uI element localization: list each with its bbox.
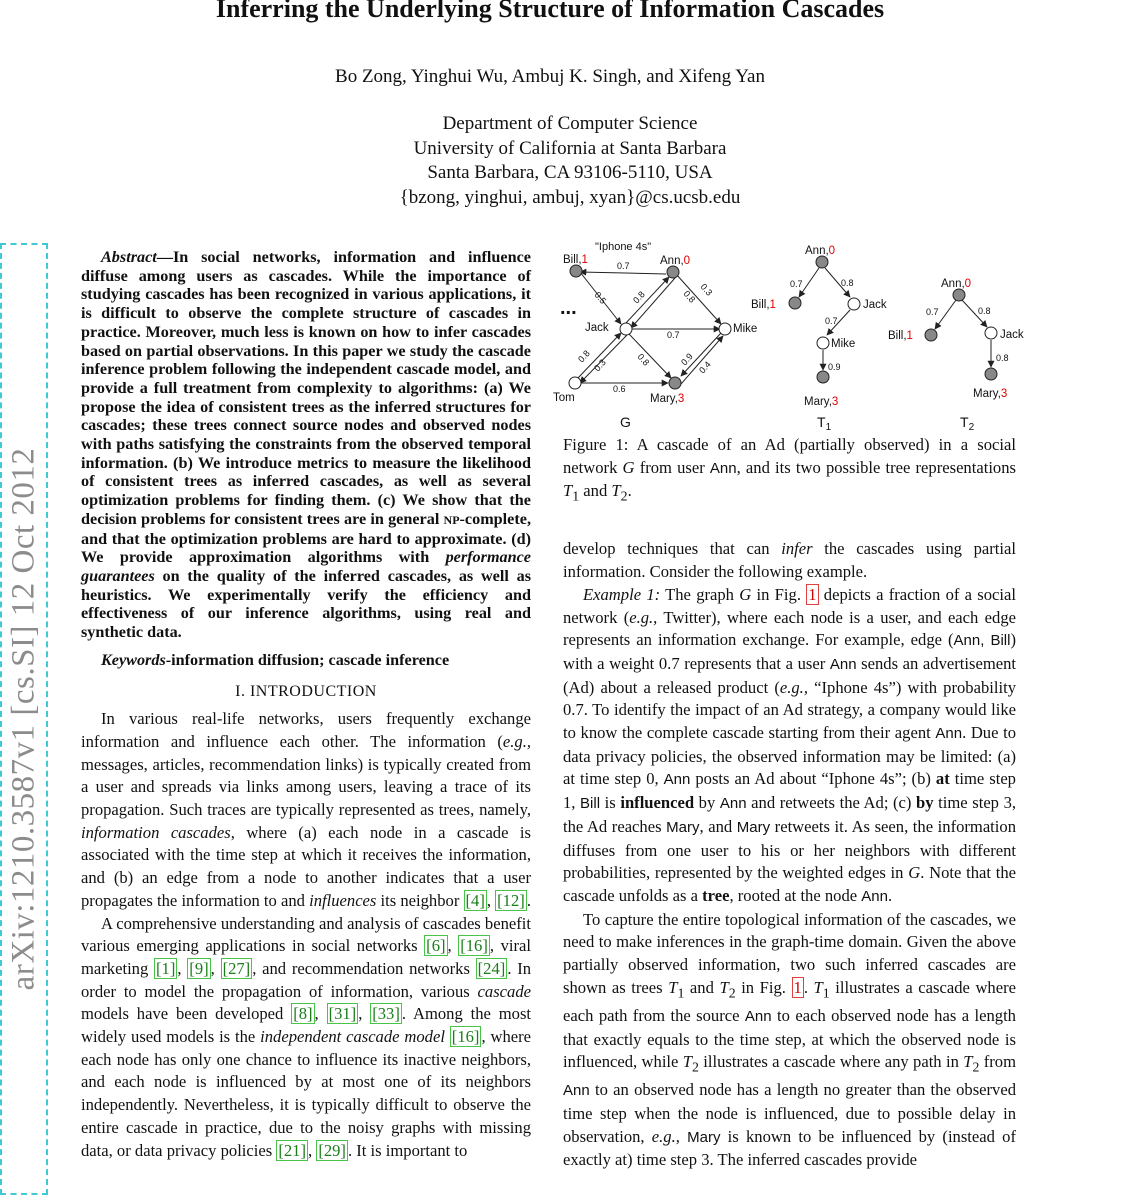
tree-label: $T_1$ bbox=[817, 414, 832, 433]
t2-node-ann bbox=[953, 289, 965, 301]
affiliation bbox=[0, 112, 1140, 210]
node-mary bbox=[669, 377, 681, 389]
edge-weight: 0.8 bbox=[631, 289, 647, 306]
edge-weight: 0.7 bbox=[825, 316, 838, 326]
node-tom bbox=[569, 377, 581, 389]
t1-node-bill bbox=[789, 297, 801, 309]
edge-weight: 0.7 bbox=[790, 279, 803, 289]
node-label: Mary,3 bbox=[973, 388, 1008, 400]
affiliation-line: Department of Computer Science bbox=[442, 113, 698, 134]
citation-link[interactable]: [12] bbox=[497, 890, 525, 910]
author-list: Bo Zong, Yinghui Wu, Ambuj K. Singh, and Xifeng Yan bbox=[335, 66, 765, 87]
t2-node-mary bbox=[985, 368, 997, 380]
citation-link[interactable]: [1] bbox=[156, 958, 176, 978]
figure-quote: "Iphone 4s" bbox=[595, 241, 652, 253]
edge-weight: 0.9 bbox=[828, 362, 841, 372]
t2-node-jack bbox=[985, 327, 997, 339]
edge bbox=[625, 277, 669, 324]
right-column bbox=[553, 241, 1024, 1172]
right-body-text bbox=[563, 538, 1016, 1172]
edge-weight: 0.8 bbox=[681, 288, 698, 305]
edge-weight: 0.9 bbox=[679, 351, 695, 368]
affiliation-line: Santa Barbara, CA 93106-5110, USA bbox=[427, 162, 713, 183]
edge-weight: 0.5 bbox=[592, 289, 609, 306]
t1-node-mary bbox=[817, 371, 829, 383]
paragraph: develop techniques that can infer the cascades using partial information. Consider the following example. bbox=[563, 539, 1016, 582]
keywords: Keywords-information diffusion; cascade inference bbox=[101, 650, 450, 669]
figure-link[interactable]: 1 bbox=[793, 977, 802, 997]
arxiv-id: arXiv:1210.3587v1 [cs.SI] 12 Oct 2012 bbox=[5, 447, 42, 991]
node-label: Ann,0 bbox=[660, 255, 691, 267]
affiliation-email: {bzong, yinghui, ambuj, xyan}@cs.ucsb.edu bbox=[399, 186, 741, 208]
citation-link[interactable]: [24] bbox=[477, 958, 506, 978]
edge-weight: 0.8 bbox=[576, 348, 592, 365]
edge-weight: 0.8 bbox=[841, 278, 854, 288]
citation-link[interactable]: [21] bbox=[278, 1140, 307, 1160]
node-bill bbox=[570, 265, 582, 277]
abstract: Abstract—In social networks, information and influence diffuse among users as cascades. While the importance of studying cascades has been recognized in various applications, it is difficult to observe the complete structure of cascades in practice. Moreover, much less is known on how to infer cascades based on partial observations. In this paper we study the cascade inference problem following the independent cascade model, and provide a full treatment from complexity to algorithms: (a) We propose the idea of consistent trees as the inferred structures for cascades; these trees connect source nodes and observed nodes with paths satisfying the constraints from the observed temporal information. (b) We introduce metrics to measure the likelihood of consistent trees as inferred cascades, as well as several optimization problems for finding them. (c) We show that the decision problems for consistent trees are in general NP-complete, and that the optimization problems are hard to approximate. (d) We provide approximation algorithms with performance guarantees on the quality of the inferred cascades, as well as heuristics. We experimentally verify the efficiency and effectiveness of our inference algorithms, using real and synthetic data. bbox=[81, 248, 531, 642]
node-label: Jack bbox=[585, 322, 609, 334]
node-label: Mary,3 bbox=[804, 396, 839, 408]
t1-node-ann bbox=[816, 256, 828, 268]
citation-link[interactable]: [16] bbox=[451, 1027, 480, 1047]
graph-label: G bbox=[620, 414, 631, 430]
cascade-figure bbox=[553, 241, 1024, 433]
paragraph: Example 1: The graph G in Fig. 1 depicts a fraction of a social network (e.g., Twitter), where each node is a user, and each edge represents an information exchange. For example, edge (Ann, Bill) with a weight 0.7 represents that a user Ann sends an advertisement (Ad) about a released product (e.g., “Iphone 4s”) with probability 0.7. To identify the impact of an Ad strategy, a company would like to know the complete cascade starting from their agent Ann. Due to data privacy policies, the observed information may be limited: (a) at time step 0, Ann posts an Ad about “Iphone 4s”; (b) at time step 1, Bill is influenced by Ann and retweets the Ad; (c) by time step 3, the Ad reaches Mary, and Mary retweets it. As seen, the information diffuses from one user to his or her neighbors with different probabilities, represented by the weighted edges in G. Note that the cascade unfolds as a tree, rooted at the node Ann. bbox=[563, 584, 1017, 905]
t1-node-mike bbox=[817, 337, 829, 349]
intro-text bbox=[81, 708, 531, 1162]
figure-dots: ... bbox=[560, 297, 577, 319]
node-label: Bill,1 bbox=[888, 330, 913, 342]
edge bbox=[676, 274, 721, 324]
edge-weight: 0.6 bbox=[613, 384, 626, 394]
edge-weight: 0.7 bbox=[617, 261, 630, 271]
edge-weight: 0.8 bbox=[978, 306, 991, 316]
edge-weight: 0.3 bbox=[592, 357, 608, 374]
edge bbox=[629, 334, 671, 378]
t2-node-bill bbox=[925, 329, 937, 341]
citation-link[interactable]: [6] bbox=[426, 936, 446, 956]
figure-1 bbox=[553, 241, 1024, 508]
arxiv-sidebar[interactable] bbox=[0, 243, 48, 1195]
citation-link[interactable]: [4] bbox=[465, 890, 485, 910]
node-label: Jack bbox=[1000, 329, 1024, 341]
left-column bbox=[81, 248, 531, 1162]
node-jack bbox=[620, 323, 632, 335]
node-label: Bill,1 bbox=[751, 299, 776, 311]
paper-title: Inferring the Underlying Structure of Information Cascades bbox=[215, 0, 885, 23]
edge-weight: 0.8 bbox=[635, 351, 652, 368]
citation-link[interactable]: [16] bbox=[460, 936, 488, 956]
node-mike bbox=[719, 323, 731, 335]
tree-label: $T_2$ bbox=[960, 414, 975, 433]
citation-link[interactable]: [33] bbox=[372, 1004, 400, 1024]
paragraph: To capture the entire topological information of the cascades, we need to make inferences in the graph-time domain. Given the above partially observed information, two such inferred cascades are shown as trees $T_1$ and $T_2$ in Fig. 1 . $T_1$ illustrates a cascade where each path from the source Ann to each observed node has a length that exactly equals to the time step, at which the observed node is influenced, while $T_2$ illustrates a cascade where any path in $T_2$ from Ann to an observed node has a length no greater than the observed time step when the node is influenced, due to possible delay in observation, e.g., Mary is known to be influenced by (instead of exactly at) time step 3. The inferred cascades provide bbox=[563, 909, 1017, 1170]
section-heading: I. INTRODUCTION bbox=[235, 683, 377, 701]
node-ann bbox=[667, 266, 679, 278]
citation-link[interactable]: [29] bbox=[318, 1140, 346, 1160]
node-label: Tom bbox=[553, 392, 575, 404]
node-label: Ann,0 bbox=[805, 245, 836, 257]
node-label: Jack bbox=[863, 299, 887, 311]
citation-link[interactable]: [27] bbox=[222, 958, 251, 978]
citation-link[interactable]: [8] bbox=[293, 1004, 313, 1024]
affiliation-line: University of California at Santa Barbara bbox=[413, 137, 727, 159]
edge-weight: 0.3 bbox=[698, 281, 715, 298]
t1-node-jack bbox=[848, 298, 860, 310]
node-label: Ann,0 bbox=[941, 278, 972, 290]
edge-weight: 0.4 bbox=[697, 359, 713, 376]
paragraph: In various real-life networks, users frequently exchange information and influence each other. The information (e.g., messages, articles, recommendation links) is typically created from a user and spreads via links among users, leaving a trace of its propagation. Such traces are typically represented as trees, namely, information cascades, where (a) each node in a cascade is associated with the time step at which it receives the information, and (b) an edge from a node to another indicates that a user propagates the information to and influences its neighbor [4] , [12] . bbox=[81, 709, 531, 910]
figure-caption: Figure 1: A cascade of an Ad (partially observed) in a social network G from user Ann, and its two possible tree representations $T_1$ and $T_2$. bbox=[563, 435, 1016, 504]
edge-weight: 0.8 bbox=[996, 353, 1009, 363]
citation-link[interactable]: [31] bbox=[328, 1004, 357, 1024]
figure-link[interactable]: 1 bbox=[808, 584, 817, 604]
edge-weight: 0.7 bbox=[667, 330, 680, 340]
citation-link[interactable]: [9] bbox=[189, 958, 209, 978]
paragraph: A comprehensive understanding and analysis of cascades benefit various emerging applications in social networks [6] , [16] , viral marketing [1] , [9] , [27] , and recommendation networks [24] . In order to model the propagation of information, various cascade models have been developed [8] , [31] , [33] . Among the most widely used models is the independent cascade model [16] , where each node has only one chance to influence its inactive neighbors, and each node is influenced by at most one of its neighbors independently. Nevertheless, it is typically difficult to observe the entire cascade in practice, due to the noisy graphs with missing data, or data privacy policies [21] , [29] . It is important to bbox=[81, 913, 532, 1160]
node-label: Mary,3 bbox=[650, 393, 685, 405]
edge bbox=[580, 272, 666, 274]
node-label: Mike bbox=[733, 323, 758, 335]
node-label: Bill,1 bbox=[563, 254, 588, 266]
edge-weight: 0.7 bbox=[926, 307, 939, 317]
node-label: Mike bbox=[831, 338, 856, 350]
